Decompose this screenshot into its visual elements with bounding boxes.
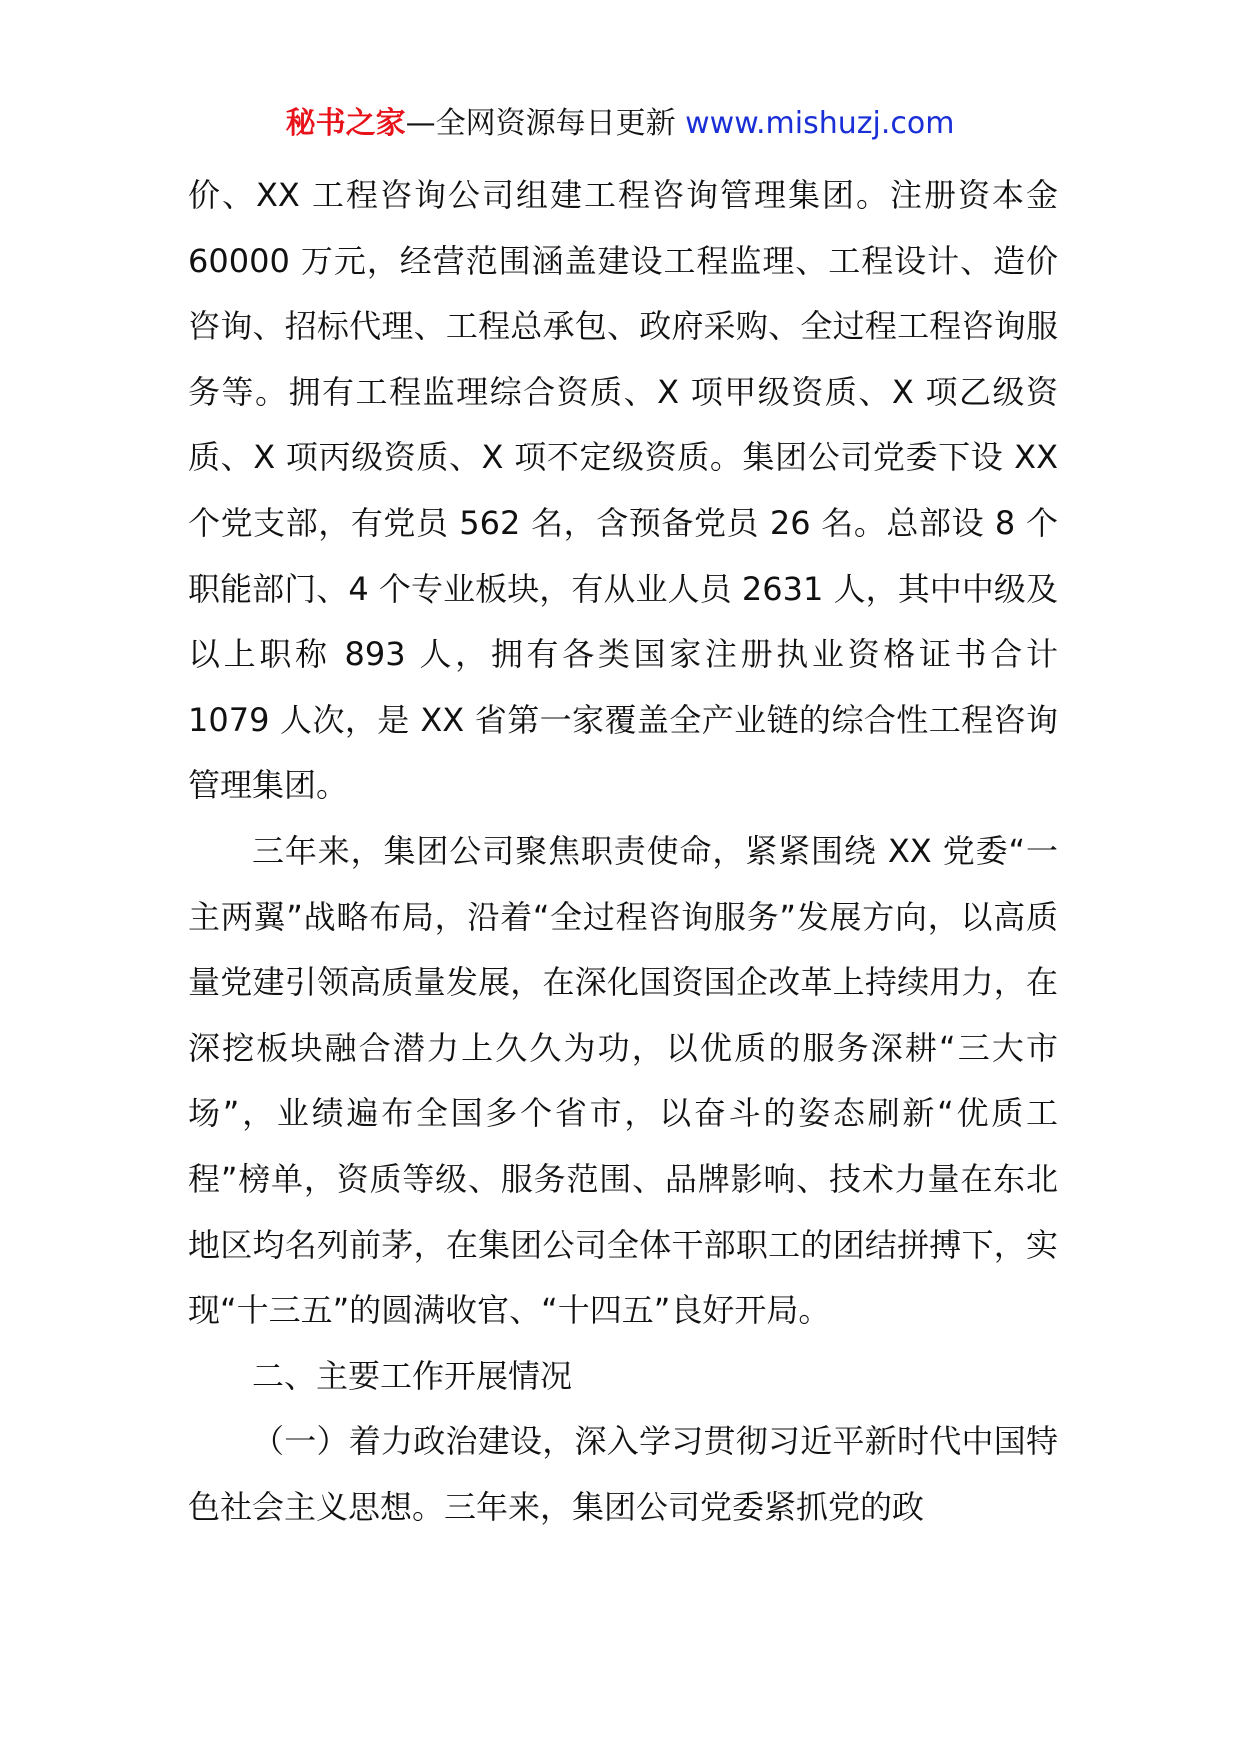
paragraph-political-building: （一）着力政治建设，深入学习贯彻习近平新时代中国特色社会主义思想。三年来，集团公司党委紧抓党的政: [188, 1422, 1058, 1526]
section-heading-main-work: 二、主要工作开展情况: [252, 1356, 573, 1395]
header-brand: 秘书之家: [285, 106, 406, 141]
paragraph-three-year-summary: 三年来，集团公司聚焦职责使命，紧紧围绕 XX 党委“一主两翼”战略布局，沿着“全过程咨询服务”发展方向，以高质量党建引领高质量发展，在深化国资国企改革上持续用力，在深挖板块融合潜力上久久为功，以优质的服务深耕“三大市场”，业绩遍布全国多个省市，以奋斗的姿态刷新“优质工程”榜单，资质等级、服务范围、品牌影响、技术力量在东北地区均名列前茅，在集团公司全体干部职工的团结拼搏下，实现“十三五”的圆满收官、“十四五”良好开局。: [188, 831, 1058, 1330]
page-header: [0, 102, 1240, 146]
paragraph-company-overview: 价、XX 工程咨询公司组建工程咨询管理集团。注册资本金 60000 万元，经营范围涵盖建设工程监理、工程设计、造价咨询、招标代理、工程总承包、政府采购、全过程工程咨询服务等。拥有工程监理综合资质、X 项甲级资质、X 项乙级资质、X 项丙级资质、X 项不定级资质。集团公司党委下设 XX 个党支部，有党员 562 名，含预备党员 26 名。总部设 8 个职能部门、4 个专业板块，有从业人员 2631 人，其中中级及以上职称 893 人，拥有各类国家注册执业资格证书合计 1079 人次，是 XX 省第一家覆盖全产业链的综合性工程咨询管理集团。: [188, 176, 1058, 805]
header-url-link[interactable]: www.mishuzj.com: [685, 106, 955, 141]
document-body: [188, 163, 1058, 1540]
header-tagline: —全网资源每日更新: [405, 106, 686, 141]
